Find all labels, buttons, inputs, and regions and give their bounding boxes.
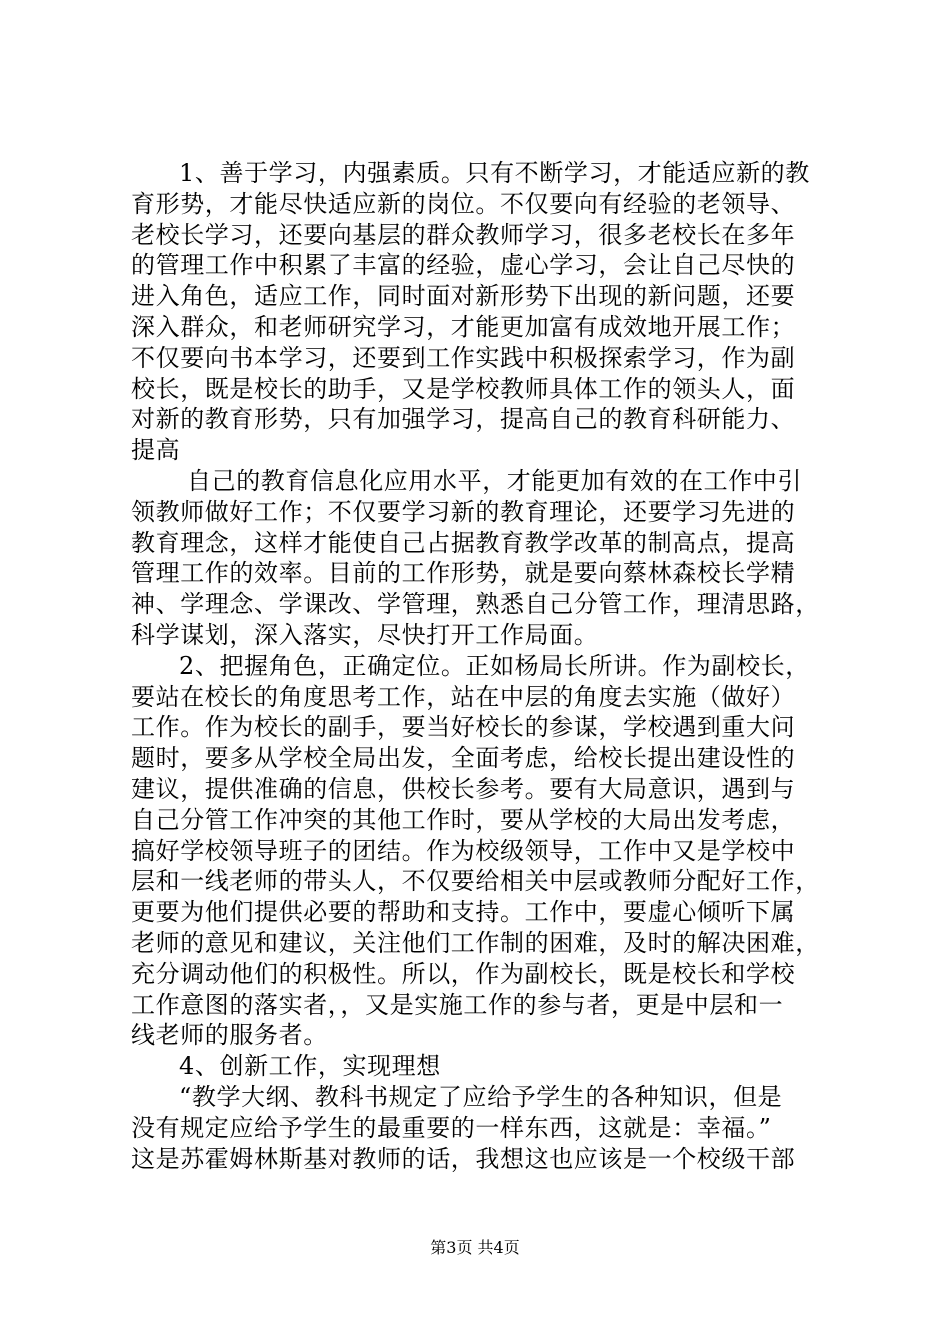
text-line: 老校长学习，还要向基层的群众教师学习，很多老校长在多年 <box>131 220 796 249</box>
text-line: 自己的教育信息化应用水平，才能更加有效的在工作中引 <box>187 466 802 495</box>
text-line: 工作。作为校长的副手，要当好校长的参谋，学校遇到重大问 <box>131 713 796 742</box>
text-line: 更要为他们提供必要的帮助和支持。工作中，要虚心倾听下属 <box>131 898 796 927</box>
text-line: 对新的教育形势，只有加强学习，提高自己的教育科研能力、 <box>131 405 796 434</box>
text-line: 自己分管工作冲突的其他工作时，要从学校的大局出发考虑， <box>131 805 796 834</box>
text-line: 管理工作的效率。目前的工作形势，就是要向蔡林森校长学精 <box>131 559 796 588</box>
text-line: 线老师的服务者。 <box>131 1021 328 1050</box>
text-line: 育形势，才能尽快适应新的岗位。不仅要向有经验的老领导、 <box>131 189 796 218</box>
text-line: 建议，提供准确的信息，供校长参考。要有大局意识，遇到与 <box>131 774 796 803</box>
text-line: 神、学理念、学课改、学管理，熟悉自己分管工作，理清思路， <box>131 590 820 619</box>
page-footer: 第3页 共4页 <box>430 1238 520 1257</box>
text-line: 2、把握角色，正确定位。正如杨局长所讲。作为副校长， <box>179 651 810 680</box>
text-line: 没有规定应给予学生的最重要的一样东西，这就是：幸福。” <box>131 1113 772 1142</box>
text-line: 的管理工作中积累了丰富的经验，虚心学习，会让自己尽快的 <box>131 251 796 280</box>
text-line: 1、善于学习，内强素质。只有不断学习，才能适应新的教 <box>179 159 810 187</box>
text-line: 工作意图的落实者，，又是实施工作的参与者，更是中层和一 <box>131 990 784 1019</box>
text-line: 提高 <box>131 436 181 465</box>
text-line: 层和一线老师的带头人，不仅要给相关中层或教师分配好工作， <box>131 867 820 896</box>
text-line: 进入角色，适应工作，同时面对新形势下出现的新问题，还要 <box>131 282 796 311</box>
text-line: 这是苏霍姆林斯基对教师的话，我想这也应该是一个校级干部 <box>131 1144 796 1173</box>
text-line: 要站在校长的角度思考工作，站在中层的角度去实施（做好） <box>131 682 796 711</box>
text-line: 深入群众，和老师研究学习，才能更加富有成效地开展工作； <box>131 312 796 341</box>
text-line: 4、创新工作，实现理想 <box>179 1052 441 1081</box>
text-line: 不仅要向书本学习，还要到工作实践中积极探索学习，作为副 <box>131 343 796 372</box>
text-line: “教学大纲、教科书规定了应给予学生的各种知识，但是 <box>179 1082 783 1111</box>
text-line: 校长，既是校长的助手，又是学校教师具体工作的领头人，面 <box>131 374 796 403</box>
body-text <box>131 158 831 1174</box>
text-line: 题时，要多从学校全局出发，全面考虑，给校长提出建设性的 <box>131 744 796 773</box>
text-line: 教育理念，这样才能使自己占据教育教学改革的制高点，提高 <box>131 528 796 557</box>
text-line: 充分调动他们的积极性。所以，作为副校长，既是校长和学校 <box>131 959 796 988</box>
text-line: 搞好学校领导班子的团结。作为校级领导，工作中又是学校中 <box>131 836 796 865</box>
text-line: 科学谋划，深入落实，尽快打开工作局面。 <box>131 620 599 649</box>
text-line: 领教师做好工作；不仅要学习新的教育理论，还要学习先进的 <box>131 497 796 526</box>
text-line: 老师的意见和建议，关注他们工作制的困难，及时的解决困难， <box>131 928 820 957</box>
